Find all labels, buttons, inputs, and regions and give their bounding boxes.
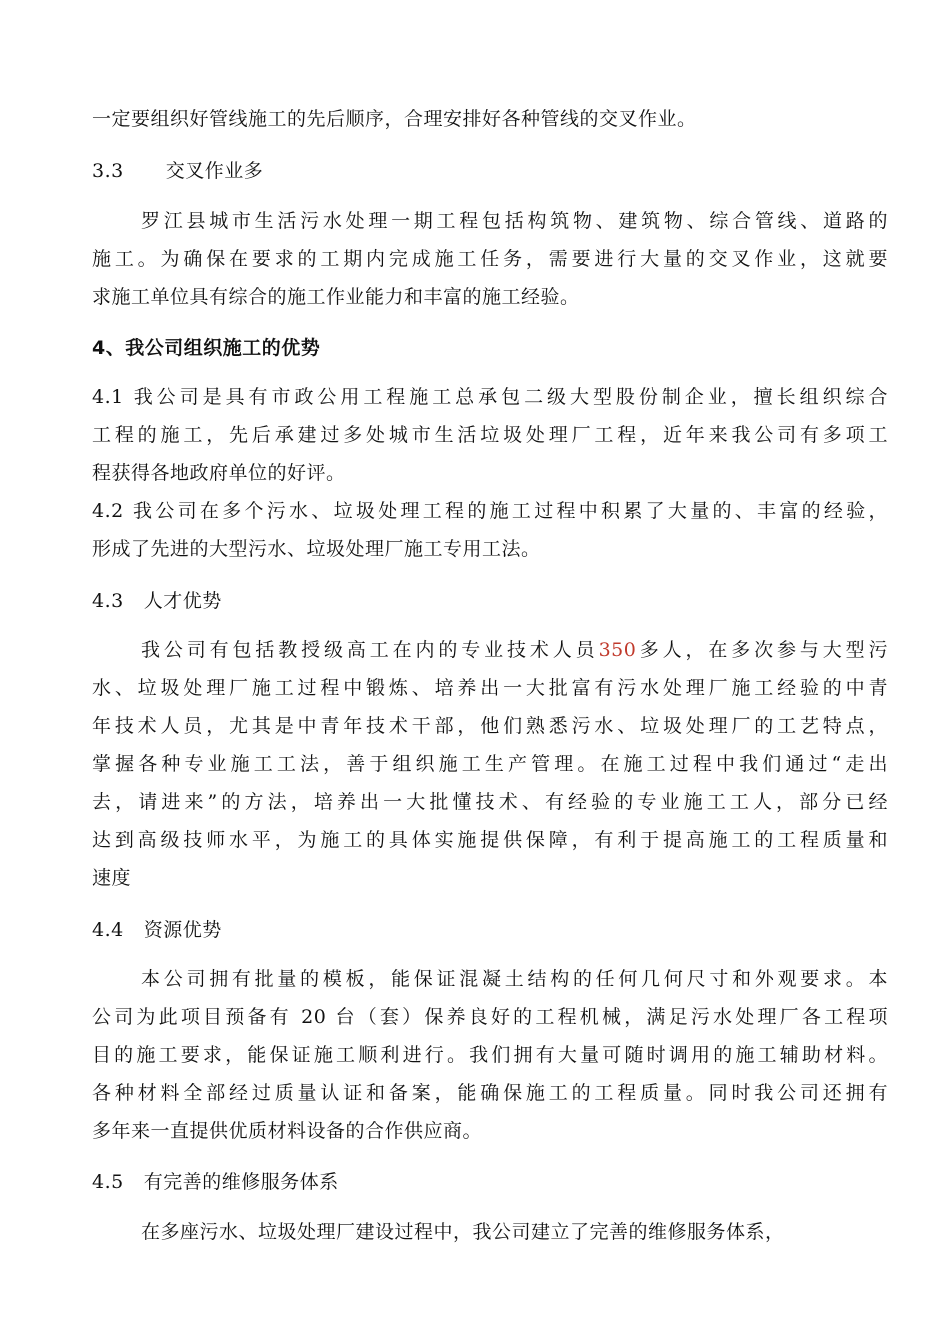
section-heading-4-3 (92, 590, 222, 612)
paragraph-line: 本公司拥有批量的模板，能保证混凝土结构的任何几何尺寸和外观要求。本 (141, 968, 888, 990)
text-run: 我公司有包括教授级高工在内的专业技术人员 (141, 639, 599, 661)
paragraph-line: 目的施工要求，能保证施工顺利进行。我们拥有大量可随时调用的施工辅助材料。 (92, 1044, 888, 1066)
paragraph-line: 公司为此项目预备有 20 台（套）保养良好的工程机械，满足污水处理厂各工程项 (92, 1006, 888, 1028)
paragraph-line: 水、垃圾处理厂施工过程中锻炼、培养出一大批富有污水处理厂施工经验的中青 (92, 677, 888, 699)
section-title: 人才优势 (143, 590, 222, 612)
section-title: 有完善的维修服务体系 (143, 1171, 339, 1193)
text-run: 多人，在多次参与大型污 (636, 639, 888, 661)
paragraph-line: 速度 (92, 867, 132, 889)
section-heading-4: 4、我公司组织施工的优势 (92, 337, 321, 359)
section-heading-4-4 (92, 919, 222, 941)
section-number: 3.3 (92, 160, 124, 182)
section-number: 4.4 (92, 919, 124, 941)
paragraph-line: 在多座污水、垃圾处理厂建设过程中，我公司建立了完善的维修服务体系， (141, 1221, 785, 1243)
paragraph-line: 去，请进来”的方法，培养出一大批懂技术、有经验的专业施工工人，部分已经 (92, 791, 888, 813)
section-title: 交叉作业多 (165, 160, 264, 182)
section-title: 资源优势 (143, 919, 222, 941)
paragraph-line: 工程的施工，先后承建过多处城市生活垃圾处理厂工程，近年来我公司有多项工 (92, 424, 888, 446)
paragraph-line (141, 639, 888, 661)
paragraph-line: 4.1 我公司是具有市政公用工程施工总承包二级大型股份制企业，擅长组织综合 (92, 386, 888, 408)
highlighted-number: 350 (598, 639, 637, 661)
paragraph-line: 罗江县城市生活污水处理一期工程包括构筑物、建筑物、综合管线、道路的 (141, 210, 888, 232)
paragraph-line: 各种材料全部经过质量认证和备案，能确保施工的工程质量。同时我公司还拥有 (92, 1082, 888, 1104)
paragraph-line: 多年来一直提供优质材料设备的合作供应商。 (92, 1120, 483, 1142)
paragraph-line: 施工。为确保在要求的工期内完成施工任务，需要进行大量的交叉作业，这就要 (92, 248, 888, 270)
paragraph-line: 4.2 我公司在多个污水、垃圾处理工程的施工过程中积累了大量的、丰富的经验， (92, 500, 888, 522)
paragraph-line: 年技术人员，尤其是中青年技术干部，他们熟悉污水、垃圾处理厂的工艺特点， (92, 715, 888, 737)
section-heading-3-3 (92, 160, 263, 182)
paragraph-line: 形成了先进的大型污水、垃圾处理厂施工专用工法。 (92, 538, 541, 560)
section-number: 4.5 (92, 1171, 124, 1193)
paragraph-line: 一定要组织好管线施工的先后顺序，合理安排好各种管线的交叉作业。 (92, 108, 697, 130)
paragraph-line: 求施工单位具有综合的施工作业能力和丰富的施工经验。 (92, 286, 580, 308)
paragraph-line: 达到高级技师水平，为施工的具体实施提供保障，有利于提高施工的工程质量和 (92, 829, 888, 851)
paragraph-line: 程获得各地政府单位的好评。 (92, 462, 346, 484)
section-number: 4.3 (92, 590, 124, 612)
paragraph-line: 掌握各种专业施工工法，善于组织施工生产管理。在施工过程中我们通过“走出 (92, 753, 888, 775)
section-heading-4-5 (92, 1171, 339, 1193)
